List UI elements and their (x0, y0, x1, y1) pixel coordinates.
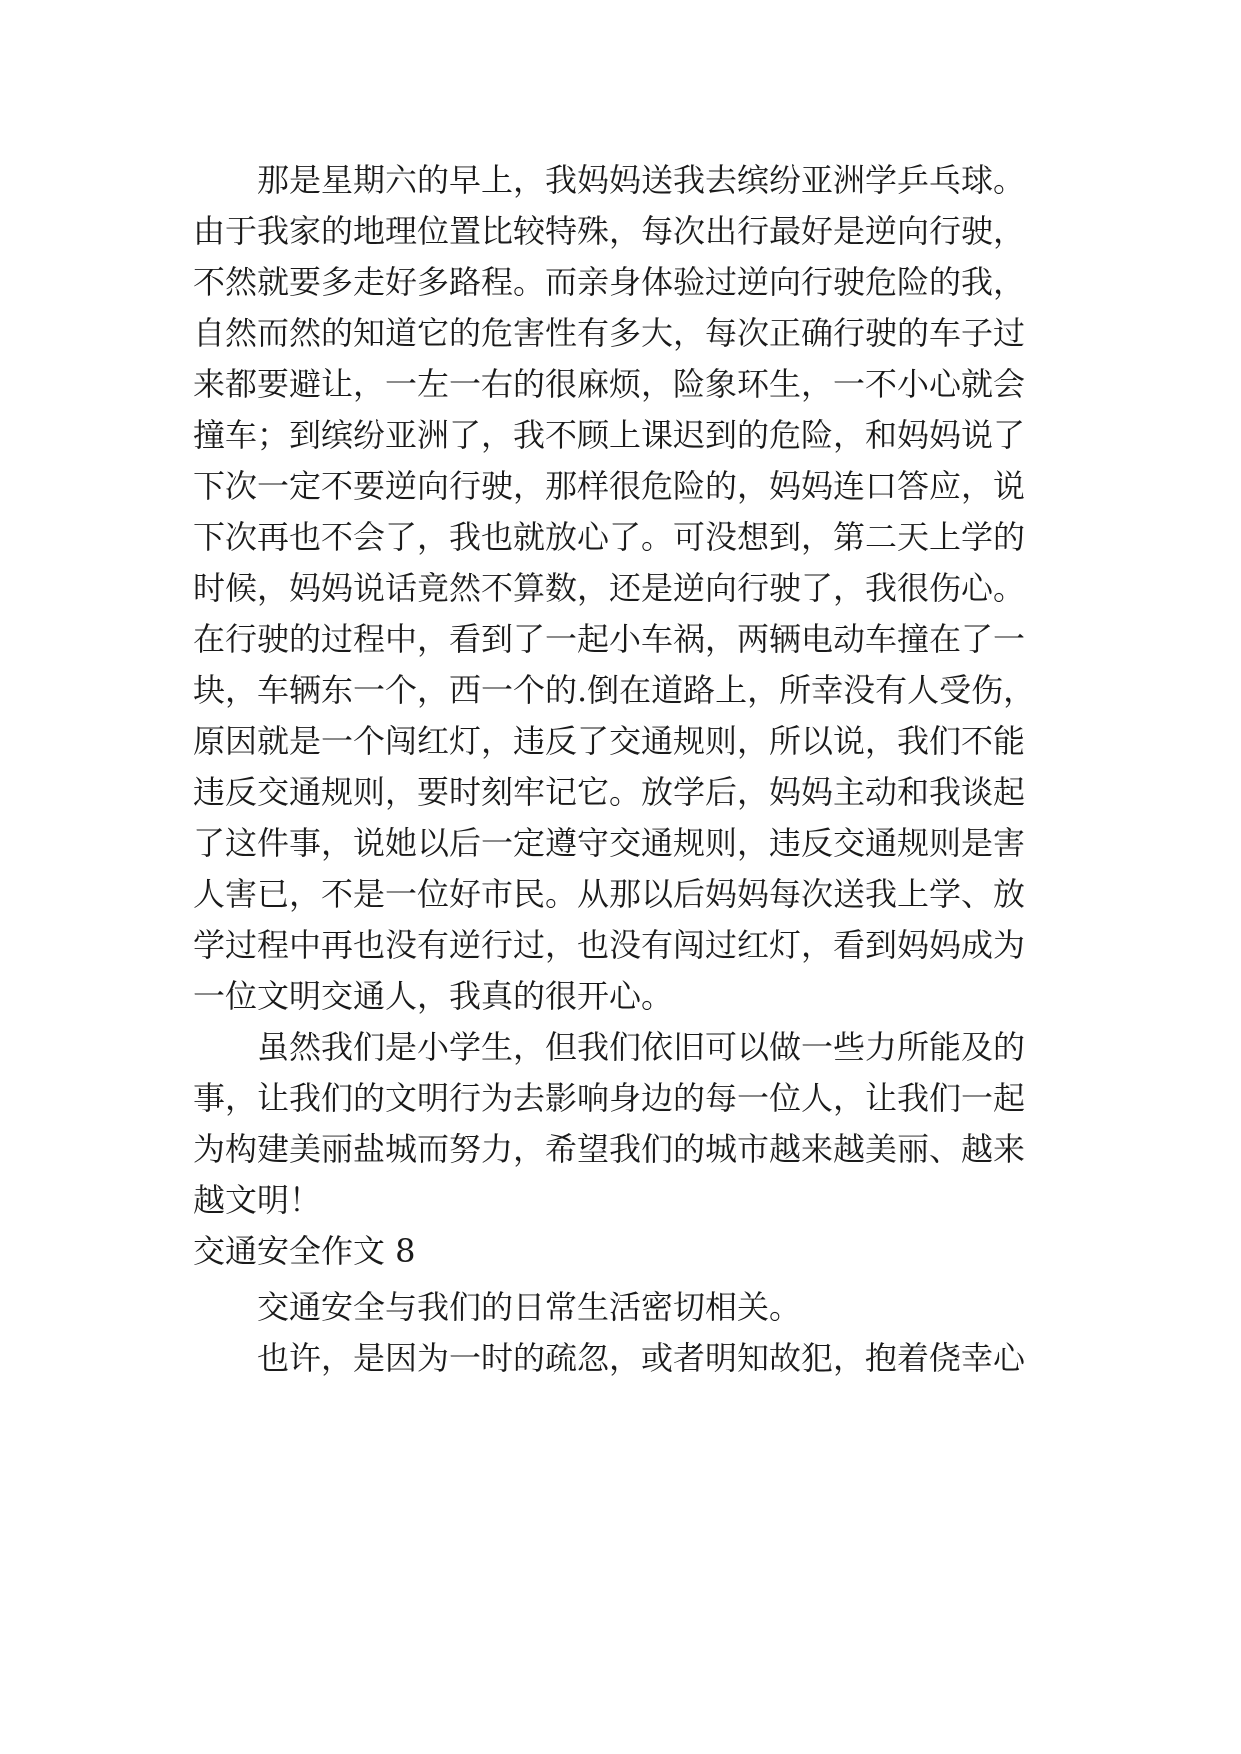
text-line: 下次再也不会了，我也就放心了。可没想到，第二天上学的 (193, 518, 1026, 556)
text-line: 一位文明交通人，我真的很开心。 (193, 977, 674, 1015)
text-line: 块，车辆东一个，西一个的.倒在道路上，所幸没有人受伤， (193, 671, 1036, 709)
text-line: 原因就是一个闯红灯，违反了交通规则，所以说，我们不能 (193, 722, 1026, 760)
paragraph (193, 1027, 1063, 1220)
text-line: 违反交通规则，要时刻牢记它。放学后，妈妈主动和我谈起 (193, 773, 1026, 811)
document-body (193, 160, 1063, 1389)
text-line: 撞车；到缤纷亚洲了，我不顾上课迟到的危险，和妈妈说了 (193, 416, 1026, 454)
text-line: 也许，是因为一时的疏忽，或者明知故犯，抱着侥幸心 (257, 1339, 1026, 1377)
text-line: 人害已，不是一位好市民。从那以后妈妈每次送我上学、放 (193, 875, 1026, 913)
text-line: 交通安全与我们的日常生活密切相关。 (257, 1288, 802, 1326)
text-line: 那是星期六的早上，我妈妈送我去缤纷亚洲学乒乓球。 (257, 161, 1026, 199)
text-line: 越文明！ (193, 1181, 322, 1219)
paragraph (193, 160, 1063, 1016)
text-line: 由于我家的地理位置比较特殊，每次出行最好是逆向行驶， (193, 212, 1026, 250)
section-heading: 交通安全作文 8 (193, 1232, 416, 1270)
text-line: 学过程中再也没有逆行过，也没有闯过红灯，看到妈妈成为 (193, 926, 1026, 964)
text-line: 自然而然的知道它的危害性有多大，每次正确行驶的车子过 (193, 314, 1026, 352)
text-line: 事，让我们的文明行为去影响身边的每一位人，让我们一起 (193, 1079, 1026, 1117)
text-line: 来都要避让，一左一右的很麻烦，险象环生，一不小心就会 (193, 365, 1026, 403)
paragraph (193, 1338, 1063, 1378)
text-line: 虽然我们是小学生，但我们依旧可以做一些力所能及的 (257, 1028, 1026, 1066)
paragraph (193, 1287, 1063, 1327)
text-line: 时候，妈妈说话竟然不算数，还是逆向行驶了，我很伤心。 (193, 569, 1026, 607)
text-line: 为构建美丽盐城而努力，希望我们的城市越来越美丽、越来 (193, 1130, 1026, 1168)
text-line: 了这件事，说她以后一定遵守交通规则，违反交通规则是害 (193, 824, 1026, 862)
text-line: 下次一定不要逆向行驶，那样很危险的，妈妈连口答应，说 (193, 467, 1026, 505)
text-line: 在行驶的过程中，看到了一起小车祸，两辆电动车撞在了一 (193, 620, 1026, 658)
text-line: 不然就要多走好多路程。而亲身体验过逆向行驶危险的我， (193, 263, 1026, 301)
